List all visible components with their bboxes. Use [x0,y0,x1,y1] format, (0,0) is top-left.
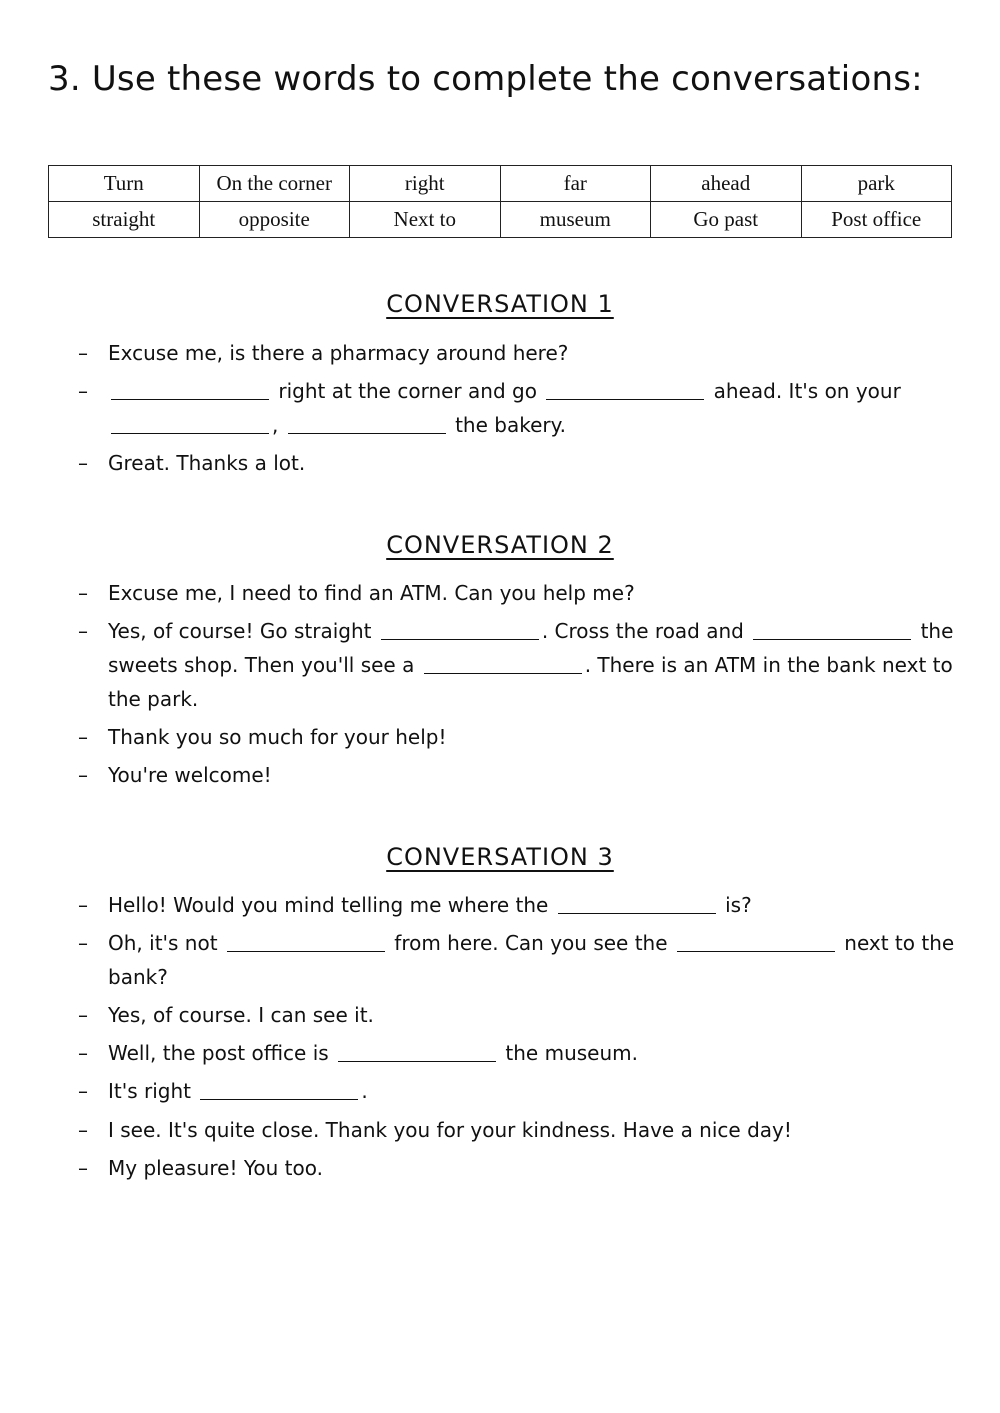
dash-bullet: – [78,1041,88,1065]
dialogue-fragment: right at the corner and go [278,379,537,403]
word-cell: Turn [49,166,200,202]
dialogue-fragment: It's right [108,1079,192,1103]
dialogue-text [108,1036,958,1070]
answer-blank[interactable] [111,432,269,434]
dialogue-fragment: . There is an ATM in the bank next to the park. [108,653,953,711]
answer-blank[interactable] [288,432,446,434]
dialogue-line [78,926,958,994]
dialogue-text [108,614,958,716]
answer-blank[interactable] [424,672,582,674]
word-cell: far [500,166,651,202]
dialogue-text: Great. Thanks a lot. [108,451,306,475]
word-cell: ahead [651,166,802,202]
word-cell: museum [500,202,651,238]
dialogue-line [78,374,958,442]
dialogue-text: You're welcome! [108,763,272,787]
dash-bullet: – [78,451,88,475]
word-bank-row [49,166,952,202]
dialogue-text [108,374,958,442]
dialogue-line [78,1113,958,1147]
answer-blank[interactable] [381,638,539,640]
dialogue-line [78,1074,958,1108]
dialogue-fragment: . [361,1079,368,1103]
dialogue-fragment: Well, the post office is [108,1041,329,1065]
dash-bullet: – [78,1079,88,1103]
word-cell: straight [49,202,200,238]
dialogue-fragment: Oh, it's not [108,931,218,955]
dialogue-line [78,336,958,370]
dialogue-line [78,1151,958,1185]
dialogue-fragment: next to the bank? [108,931,955,989]
dialogue-line [78,446,958,480]
dialogue-fragment: Yes, of course! Go straight [108,619,372,643]
conversation-3-heading: CONVERSATION 3 [386,843,614,871]
dialogue-fragment: the sweets shop. Then you'll see a [108,619,954,677]
dash-bullet: – [78,763,88,787]
dialogue-text [108,888,958,922]
word-cell: right [350,166,501,202]
answer-blank[interactable] [558,912,716,914]
dash-bullet: – [78,1156,88,1180]
dash-bullet: – [78,725,88,749]
answer-blank[interactable] [227,950,385,952]
dialogue-text: My pleasure! You too. [108,1156,323,1180]
dash-bullet: – [78,341,88,365]
dialogue-line [78,998,958,1032]
dash-bullet: – [78,379,88,403]
dialogue-fragment: the museum. [505,1041,638,1065]
word-bank-table [48,165,952,238]
dash-bullet: – [78,893,88,917]
dialogue-line [78,614,958,716]
answer-blank[interactable] [677,950,835,952]
word-cell: Next to [350,202,501,238]
dash-bullet: – [78,1118,88,1142]
answer-blank[interactable] [546,398,704,400]
word-cell: Go past [651,202,802,238]
answer-blank[interactable] [338,1060,496,1062]
dialogue-fragment: is? [725,893,752,917]
dialogue-text: I see. It's quite close. Thank you for your kindness. Have a nice day! [108,1118,792,1142]
answer-blank[interactable] [753,638,911,640]
dialogue-fragment: the bakery. [455,413,566,437]
dash-bullet: – [78,931,88,955]
dialogue-line [78,758,958,792]
word-cell: Post office [801,202,952,238]
dialogue-line [78,888,958,922]
word-bank-row [49,202,952,238]
word-cell: On the corner [199,166,350,202]
dialogue-line [78,576,958,610]
dialogue-fragment: . Cross the road and [541,619,744,643]
dash-bullet: – [78,619,88,643]
dialogue-text: Excuse me, I need to find an ATM. Can you help me? [108,581,635,605]
dialogue-line [78,720,958,754]
answer-blank[interactable] [111,398,269,400]
dialogue-text: Excuse me, is there a pharmacy around here? [108,341,569,365]
word-cell: opposite [199,202,350,238]
dialogue-fragment: Hello! Would you mind telling me where the [108,893,549,917]
dialogue-text [108,1074,958,1108]
conversation-2-heading: CONVERSATION 2 [386,531,614,559]
exercise-title: 3. Use these words to complete the conversations: [48,59,923,99]
dash-bullet: – [78,581,88,605]
word-cell: park [801,166,952,202]
dialogue-fragment: ahead. It's on your [713,379,901,403]
conversation-1-heading: CONVERSATION 1 [386,290,614,318]
dash-bullet: – [78,1003,88,1027]
dialogue-text: Thank you so much for your help! [108,725,447,749]
answer-blank[interactable] [200,1098,358,1100]
dialogue-line [78,1036,958,1070]
dialogue-fragment: , [272,413,279,437]
dialogue-text: Yes, of course. I can see it. [108,1003,374,1027]
dialogue-text [108,926,958,994]
dialogue-fragment: from here. Can you see the [394,931,668,955]
